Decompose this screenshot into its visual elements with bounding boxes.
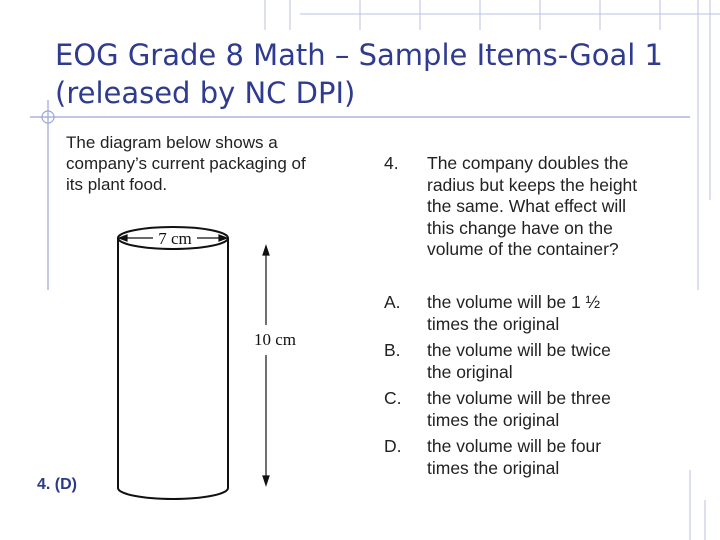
cylinder-bottom-arc [118, 488, 228, 499]
question-line: radius but keeps the height [427, 174, 638, 195]
option-letter: B. [384, 340, 401, 360]
option-line: the original [427, 361, 513, 382]
title-line-2: (released by NC DPI) [55, 76, 356, 110]
option-letter: A. [384, 292, 401, 312]
option-line: the volume will be 1 ½ [427, 292, 601, 312]
option-text [427, 388, 687, 431]
option-letter: D. [384, 436, 402, 456]
option-text [427, 436, 687, 479]
question-line: volume of the container? [427, 239, 619, 259]
option-line: the volume will be three [427, 388, 611, 408]
question-line: The company doubles the [427, 153, 629, 173]
title-line-1: EOG Grade 8 Math – Sample Items-Goal 1 [55, 38, 663, 72]
option-letter: C. [384, 388, 402, 408]
height-label: 10 cm [253, 330, 297, 349]
intro-line-2: company’s current packaging of [66, 154, 306, 173]
slide-title [55, 36, 695, 112]
option-text [427, 292, 687, 335]
width-label: 7 cm [158, 229, 192, 248]
intro-text [66, 132, 366, 195]
intro-line-3: its plant food. [66, 175, 168, 194]
cylinder-diagram [105, 215, 315, 515]
question-text [427, 153, 687, 261]
answer-note: 4. (D) [37, 476, 77, 493]
option-line: times the original [427, 313, 560, 334]
option-line: times the original [427, 409, 560, 430]
question-line: this change have on the [427, 217, 613, 238]
question-number: 4. [384, 153, 399, 173]
option-line: the volume will be twice [427, 340, 611, 360]
intro-line-1: The diagram below shows a [66, 133, 278, 152]
question-line: the same. What effect will [427, 196, 627, 216]
option-line: the volume will be four [427, 436, 602, 456]
option-text [427, 340, 687, 383]
option-line: times the original [427, 457, 560, 478]
